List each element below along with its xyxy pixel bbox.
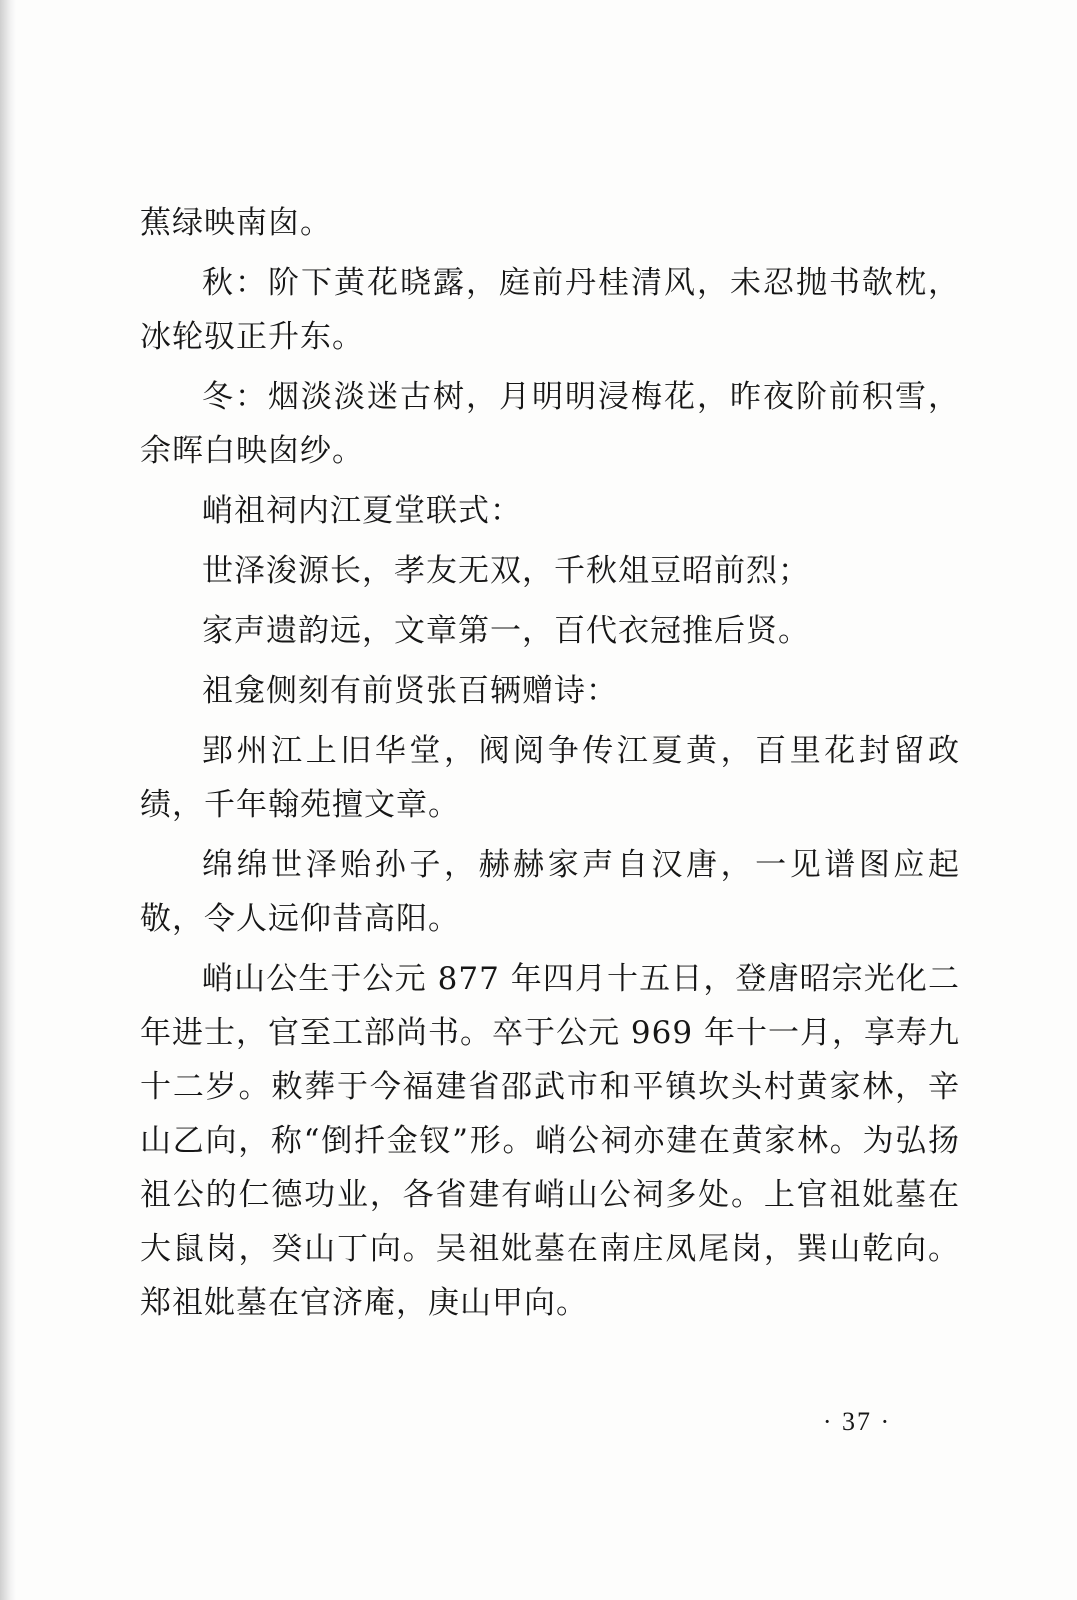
paragraph-10: 峭山公生于公元 877 年四月十五日，登唐昭宗光化二年进士，官至工部尚书。卒于公元 969 年十一月，享寿九十二岁。敕葬于今福建省邵武市和平镇坎头村黄家林，辛山乙向，称“倒扦金钗”形。峭公祠亦建在黄家林。为弘扬祖公的仁德功业，各省建有峭山公祠多处。上官祖妣墓在大鼠岗，癸山丁向。吴祖妣墓在南庄凤尾岗，巽山乾向。郑祖妣墓在官济庵，庚山甲向。 bbox=[140, 961, 960, 1321]
paragraph-3: 冬：烟淡淡迷古树，月明明浸梅花，昨夜阶前积雪，余晖白映囱纱。 bbox=[140, 379, 960, 469]
page-binding-shadow bbox=[0, 0, 16, 1600]
paragraph-7: 祖龛侧刻有前贤张百辆赠诗： bbox=[202, 673, 618, 709]
paragraph-9: 绵绵世泽贻孙子，赫赫家声自汉唐，一见谱图应起敬，令人远仰昔高阳。 bbox=[140, 847, 960, 937]
paragraph-1: 蕉绿映南囱。 bbox=[140, 205, 332, 241]
paragraph-6: 家声遗韵远，文章第一，百代衣冠推后贤。 bbox=[202, 613, 810, 649]
paragraph-2: 秋：阶下黄花晓露，庭前丹桂清风，未忍抛书欹枕，冰轮驭正升东。 bbox=[140, 265, 960, 355]
paragraph-8: 郢州江上旧华堂，阀阅争传江夏黄，百里花封留政绩，千年翰苑擅文章。 bbox=[140, 733, 960, 823]
paragraph-4: 峭祖祠内江夏堂联式： bbox=[202, 493, 522, 529]
paragraph-5: 世泽浚源长，孝友无双，千秋俎豆昭前烈； bbox=[202, 553, 810, 589]
body-text bbox=[140, 196, 960, 1336]
page-number: · 37 · bbox=[822, 1407, 892, 1436]
